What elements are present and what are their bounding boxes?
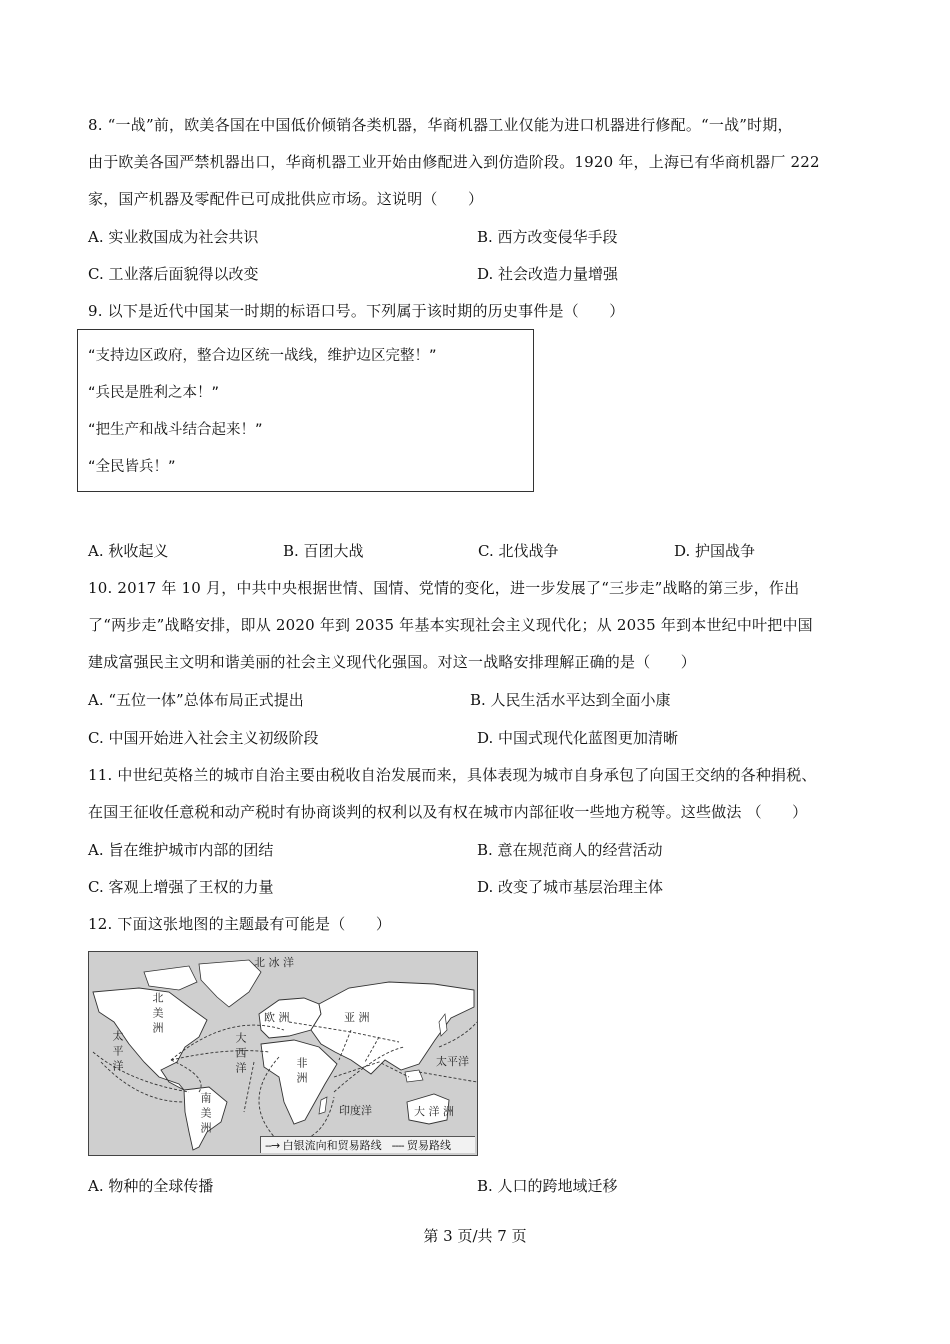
q9-option-d: D. 护国战争 — [674, 542, 756, 560]
q10-option-c: C. 中国开始进入社会主义初级阶段 — [88, 729, 319, 747]
q8-option-d: D. 社会改造力量增强 — [477, 265, 619, 283]
map-label-pacific-east: 太平洋 — [436, 1055, 469, 1068]
trade-route-legend — [392, 1137, 451, 1153]
q10-stem-line-3: 建成富强民主文明和谐美丽的社会主义现代化强国。对这一战略安排理解正确的是（ ） — [88, 653, 697, 671]
q9-slogan-4: “全民皆兵！” — [88, 459, 176, 475]
q9-stem: 9. 以下是近代中国某一时期的标语口号。下列属于该时期的历史事件是（ ） — [88, 302, 625, 320]
silver-route-legend-label: 白银流向和贸易路线 — [282, 1139, 382, 1152]
q11-option-d: D. 改变了城市基层治理主体 — [477, 878, 664, 896]
q9-option-b: B. 百团大战 — [283, 542, 364, 560]
q11-option-a: A. 旨在维护城市内部的团结 — [88, 841, 274, 859]
map-label-arctic-ocean: 北 冰 洋 — [254, 956, 294, 969]
q11-stem-line-1: 11. 中世纪英格兰的城市自治主要由税收自治发展而来，具体表现为城市自身承包了向国王交纳的各种捐税、 — [88, 766, 817, 784]
q9-option-a: A. 秋收起义 — [88, 542, 169, 560]
map-label-europe: 欧 洲 — [264, 1011, 290, 1024]
page-number-footer: 第 3 页/共 7 页 — [423, 1227, 527, 1245]
q8-option-a: A. 实业救国成为社会共识 — [88, 228, 259, 246]
map-label-south-america: 南美洲 — [199, 1092, 212, 1137]
q11-option-b: B. 意在规范商人的经营活动 — [477, 841, 663, 859]
world-trade-map — [88, 951, 478, 1156]
world-map-graphic — [89, 952, 478, 1156]
map-label-pacific-west: 太平洋 — [111, 1030, 124, 1075]
silver-route-legend — [265, 1137, 382, 1153]
map-label-oceania: 大 洋 洲 — [414, 1105, 454, 1118]
map-label-africa: 非洲 — [295, 1057, 308, 1087]
q12-option-b: B. 人口的跨地域迁移 — [477, 1177, 618, 1195]
map-legend — [260, 1136, 475, 1153]
map-label-asia: 亚 洲 — [344, 1011, 370, 1024]
map-label-north-america: 北美洲 — [151, 992, 164, 1037]
q10-option-b: B. 人民生活水平达到全面小康 — [470, 691, 671, 709]
map-label-indian-ocean: 印度洋 — [339, 1104, 372, 1117]
q8-stem-line-2: 由于欧美各国严禁机器出口，华商机器工业开始由修配进入到仿造阶段。1920 年，上海已有华商机器厂 222 — [88, 153, 820, 171]
q8-stem-line-3: 家，国产机器及零配件已可成批供应市场。这说明（ ） — [88, 190, 484, 208]
q12-option-a: A. 物种的全球传播 — [88, 1177, 214, 1195]
q9-slogan-1: “支持边区政府，整合边区统一战线，维护边区完整！” — [88, 348, 437, 364]
trade-route-legend-label: 贸易路线 — [407, 1139, 452, 1152]
q8-stem-line-1: 8. “一战”前，欧美各国在中国低价倾销各类机器，华商机器工业仅能为进口机器进行修配。“一战”时期， — [88, 116, 793, 134]
q9-slogan-3: “把生产和战斗结合起来！” — [88, 422, 263, 438]
q9-slogan-box — [77, 329, 534, 492]
q11-option-c: C. 客观上增强了王权的力量 — [88, 878, 274, 896]
map-label-atlantic: 大西洋 — [234, 1032, 247, 1077]
q8-option-b: B. 西方改变侵华手段 — [477, 228, 618, 246]
q8-option-c: C. 工业落后面貌得以改变 — [88, 265, 259, 283]
q10-option-d: D. 中国式现代化蓝图更加清晰 — [477, 729, 679, 747]
q10-stem-line-1: 10. 2017 年 10 月，中共中央根据世情、国情、党情的变化，进一步发展了“三步走”战略的第三步，作出 — [88, 579, 800, 597]
dashed-arrow-icon: --→ — [265, 1139, 280, 1152]
dashed-line-icon: ---- — [391, 1139, 404, 1152]
q9-slogan-2: “兵民是胜利之本！” — [88, 385, 220, 401]
q10-option-a: A. “五位一体”总体布局正式提出 — [88, 691, 304, 709]
q9-option-c: C. 北伐战争 — [478, 542, 559, 560]
q12-stem: 12. 下面这张地图的主题最有可能是（ ） — [88, 915, 392, 933]
q10-stem-line-2: 了“两步走”战略安排，即从 2020 年到 2035 年基本实现社会主义现代化；从 2035 年到本世纪中叶把中国 — [88, 616, 813, 634]
q11-stem-line-2: 在国王征收任意税和动产税时有协商谈判的权利以及有权在城市内部征收一些地方税等。这些做法 （ ） — [88, 803, 808, 821]
